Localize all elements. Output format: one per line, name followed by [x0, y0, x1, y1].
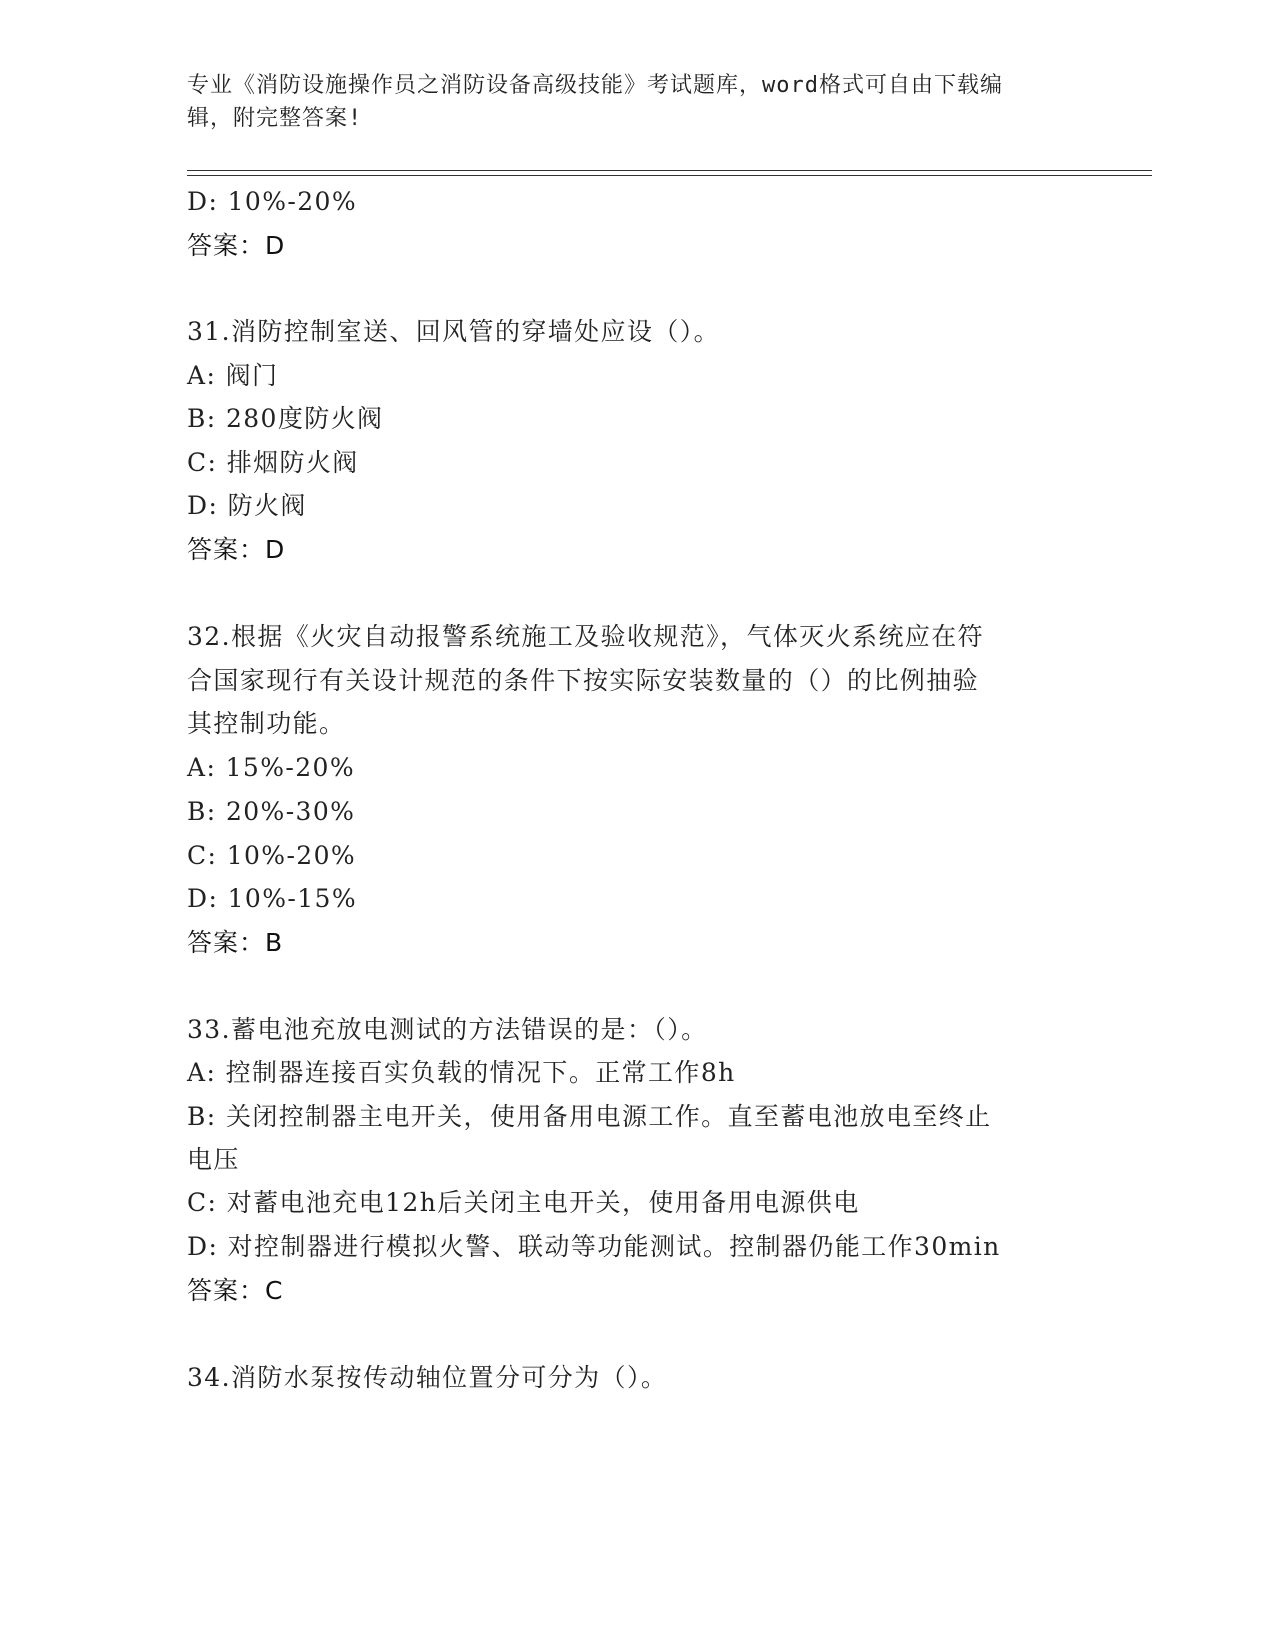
question-stem: 31.消防控制室送、回风管的穿墙处应设（）。 [187, 317, 721, 346]
option-d: D: 防火阀 [187, 491, 307, 520]
option-b-line-1: B: 关闭控制器主电开关，使用备用电源工作。直至蓄电池放电至终止 [187, 1102, 992, 1131]
answer: 答案：C [187, 1276, 284, 1305]
option-a: A: 15%-20% [187, 753, 356, 782]
option-b: B: 20%-30% [187, 797, 356, 826]
option-c: C: 对蓄电池充电12h后关闭主电开关，使用备用电源供电 [187, 1188, 860, 1217]
prev-answer: 答案：D [187, 231, 286, 260]
option-a: A: 阀门 [187, 361, 279, 390]
answer: 答案：D [187, 535, 286, 564]
prev-option-d: D: 10%-20% [187, 187, 357, 216]
question-stem: 34.消防水泵按传动轴位置分可分为（）。 [187, 1363, 668, 1392]
header-text-line-1: 专业《消防设施操作员之消防设备高级技能》考试题库，word格式可自由下载编 [187, 73, 1003, 98]
option-c: C: 排烟防火阀 [187, 448, 359, 477]
header-text-line-2: 辑，附完整答案! [187, 106, 363, 131]
header-rule-top [187, 170, 1152, 171]
answer: 答案：B [187, 928, 284, 957]
option-a: A: 控制器连接百实负载的情况下。正常工作8h [187, 1058, 736, 1087]
question-stem-line-2: 合国家现行有关设计规范的条件下按实际安装数量的（）的比例抽验 [187, 666, 980, 695]
header-rule-bottom [187, 175, 1152, 176]
option-b: B: 280度防火阀 [187, 404, 384, 433]
question-stem-line-3: 其控制功能。 [187, 709, 346, 738]
question-stem-line-1: 32.根据《火灾自动报警系统施工及验收规范》，气体灭火系统应在符 [187, 622, 985, 651]
option-b-line-2: 电压 [187, 1145, 240, 1174]
question-stem: 33.蓄电池充放电测试的方法错误的是：（）。 [187, 1015, 708, 1044]
option-d: D: 10%-15% [187, 884, 357, 913]
option-c: C: 10%-20% [187, 841, 357, 870]
option-d: D: 对控制器进行模拟火警、联动等功能测试。控制器仍能工作30min [187, 1232, 1001, 1261]
